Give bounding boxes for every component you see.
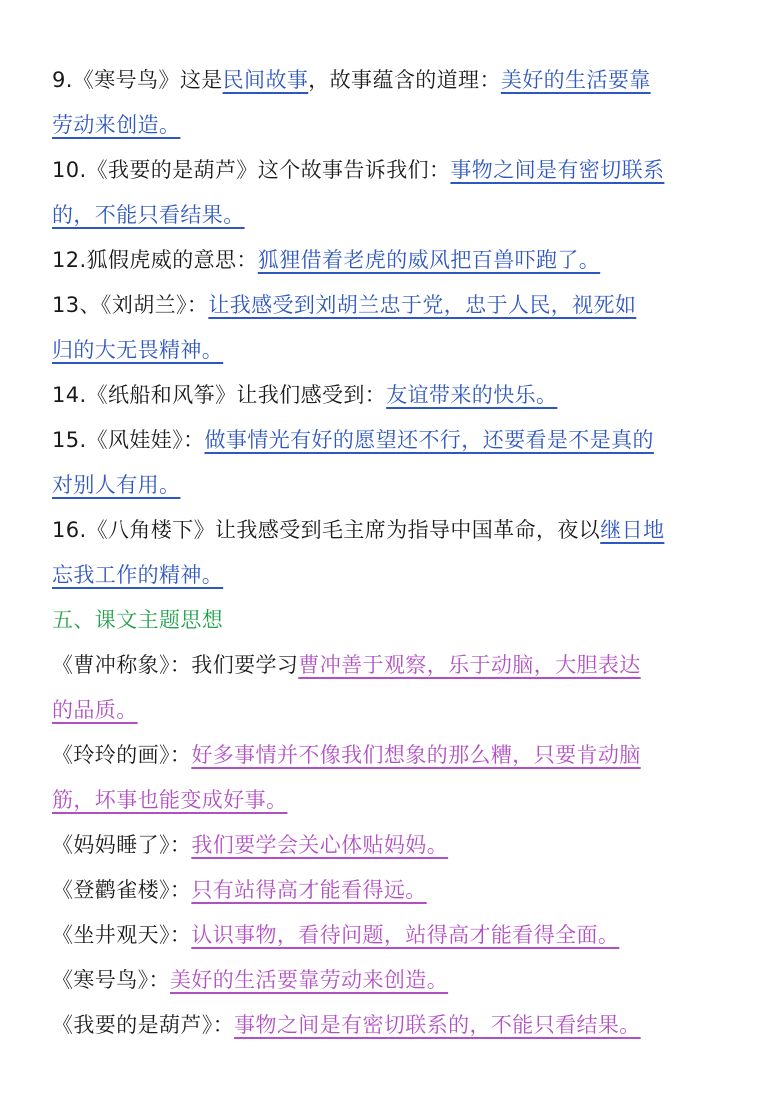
theme-item (52, 733, 732, 823)
prompt-text: 10.《我要的是葫芦》这个故事告诉我们： (52, 158, 451, 182)
prompt-text: 《坐井观天》： (52, 923, 192, 947)
answer-text: 的品质。 (52, 698, 138, 722)
text-line (52, 238, 732, 283)
answer-text: 美好的生活要靠 (500, 68, 651, 92)
answer-text: 对别人有用。 (52, 473, 181, 497)
answer-text: 继日地 (600, 518, 665, 542)
text-line (52, 103, 732, 148)
theme-item (52, 913, 732, 958)
answer-text: 友谊带来的快乐。 (386, 383, 558, 407)
theme-item (52, 868, 732, 913)
answer-text: 民间故事 (222, 68, 309, 92)
question-item (52, 373, 732, 418)
answer-list (52, 58, 732, 598)
text-line (52, 913, 732, 958)
section-heading: 五、课文主题思想 (52, 608, 224, 632)
answer-text: 曹冲善于观察，乐于动脑，大胆表达 (298, 653, 641, 677)
answer-text: 劳动来创造。 (52, 113, 181, 137)
theme-item (52, 1003, 732, 1048)
answer-text: 狐狸借着老虎的威风把百兽吓跑了。 (257, 248, 601, 272)
answer-text: 的，不能只看结果。 (52, 203, 245, 227)
prompt-text: 《登鹳雀楼》： (52, 878, 192, 902)
text-line (52, 1003, 732, 1048)
text-line (52, 553, 732, 598)
text-line (52, 958, 732, 1003)
text-line (52, 823, 732, 868)
text-line (52, 643, 732, 688)
theme-item (52, 823, 732, 868)
answer-text: 只有站得高才能看得远。 (191, 878, 427, 902)
prompt-text: 12.狐假虎威的意思： (52, 248, 258, 272)
answer-text: 我们要学会关心体贴妈妈。 (191, 833, 449, 857)
text-line (52, 463, 732, 508)
answer-text: 让我感受到刘胡兰忠于党，忠于人民，视死如 (208, 293, 637, 317)
document-page (52, 58, 732, 1048)
prompt-text: 15.《风娃娃》： (52, 428, 205, 452)
text-line (52, 148, 732, 193)
prompt-text: 《曹冲称象》：我们要学习 (52, 653, 299, 677)
prompt-text: 13、《刘胡兰》： (52, 293, 209, 317)
theme-list (52, 643, 732, 1048)
answer-text: 事物之间是有密切联系的，不能只看结果。 (234, 1013, 641, 1037)
answer-text: 做事情光有好的愿望还不行，还要看是不是真的 (204, 428, 654, 452)
text-line (52, 508, 732, 553)
question-item (52, 283, 732, 373)
prompt-text: 14.《纸船和风筝》让我们感受到： (52, 383, 387, 407)
question-item (52, 58, 732, 148)
answer-text: 归的大无畏精神。 (52, 338, 224, 362)
question-item (52, 508, 732, 598)
text-line (52, 778, 732, 823)
text-line (52, 733, 732, 778)
answer-text: 忘我工作的精神。 (52, 563, 224, 587)
text-line (52, 688, 732, 733)
answer-text: 事物之间是有密切联系 (450, 158, 665, 182)
theme-item (52, 643, 732, 733)
question-item (52, 418, 732, 508)
prompt-text: ，故事蕴含的道理： (308, 68, 501, 92)
answer-text: 好多事情并不像我们想象的那么糟，只要肯动脑 (191, 743, 641, 767)
question-item (52, 148, 732, 238)
prompt-text: 《我要的是葫芦》： (52, 1013, 235, 1037)
text-line (52, 283, 732, 328)
text-line (52, 58, 732, 103)
prompt-text: 16.《八角楼下》让我感受到毛主席为指导中国革命，夜以 (52, 518, 601, 542)
answer-text: 筋，坏事也能变成好事。 (52, 788, 288, 812)
prompt-text: 《妈妈睡了》： (52, 833, 192, 857)
theme-item (52, 958, 732, 1003)
answer-text: 美好的生活要靠劳动来创造。 (169, 968, 449, 992)
prompt-text: 《寒号鸟》： (52, 968, 170, 992)
text-line (52, 868, 732, 913)
text-line (52, 418, 732, 463)
question-item (52, 238, 732, 283)
text-line (52, 373, 732, 418)
prompt-text: 9.《寒号鸟》这是 (52, 68, 223, 92)
text-line (52, 193, 732, 238)
answer-text: 认识事物，看待问题，站得高才能看得全面。 (191, 923, 620, 947)
prompt-text: 《玲玲的画》： (52, 743, 192, 767)
text-line (52, 328, 732, 373)
